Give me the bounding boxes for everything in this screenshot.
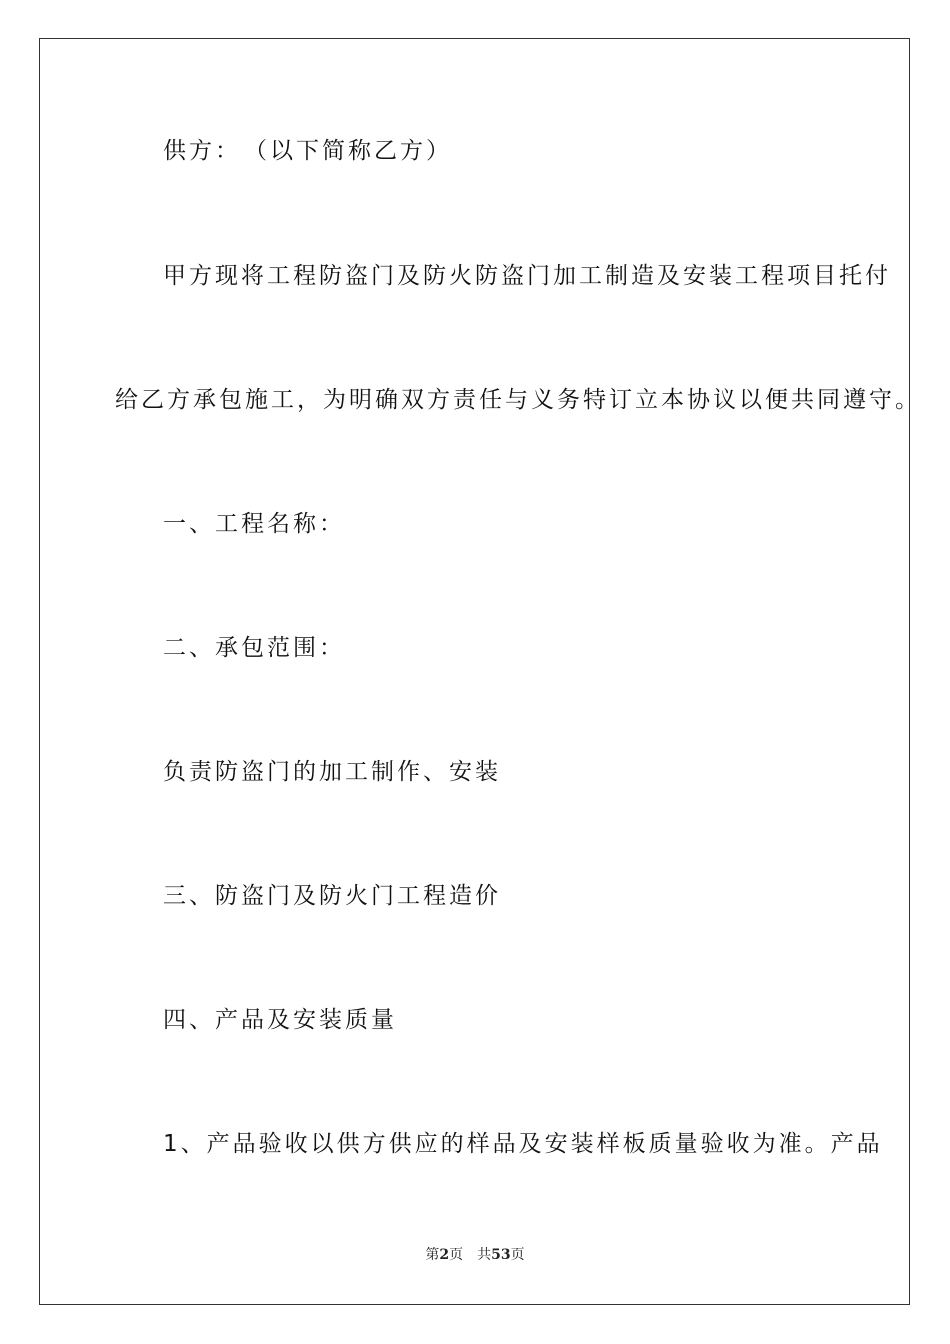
section-heading-quality: 四、产品及安装质量 xyxy=(163,1007,397,1033)
total-pages: 53 xyxy=(491,1247,511,1263)
section-heading-scope: 二、承包范围： xyxy=(163,635,345,661)
body-paragraph-line-1: 甲方现将工程防盗门及防火防盗门加工制造及安装工程项目托付 xyxy=(163,263,891,289)
body-paragraph-line-2: 给乙方承包施工，为明确双方责任与义务特订立本协议以便共同遵守。 xyxy=(115,387,921,413)
total-prefix: 共 xyxy=(477,1247,492,1263)
section-heading-cost: 三、防盗门及防火门工程造价 xyxy=(163,883,501,909)
supplier-line: 供方： （以下简称乙方） xyxy=(163,138,452,164)
page-footer xyxy=(0,1244,950,1264)
quality-clause-1: 1、产品验收以供方供应的样品及安装样板质量验收为准。产品 xyxy=(163,1131,883,1157)
page-number: 2 xyxy=(439,1247,450,1263)
scope-description: 负责防盗门的加工制作、安装 xyxy=(163,759,501,785)
page-prefix: 第 xyxy=(425,1247,440,1263)
page-suffix: 页 xyxy=(449,1247,464,1263)
section-heading-project-name: 一、工程名称： xyxy=(163,511,345,537)
total-suffix: 页 xyxy=(510,1247,525,1263)
page-border xyxy=(39,38,910,1305)
